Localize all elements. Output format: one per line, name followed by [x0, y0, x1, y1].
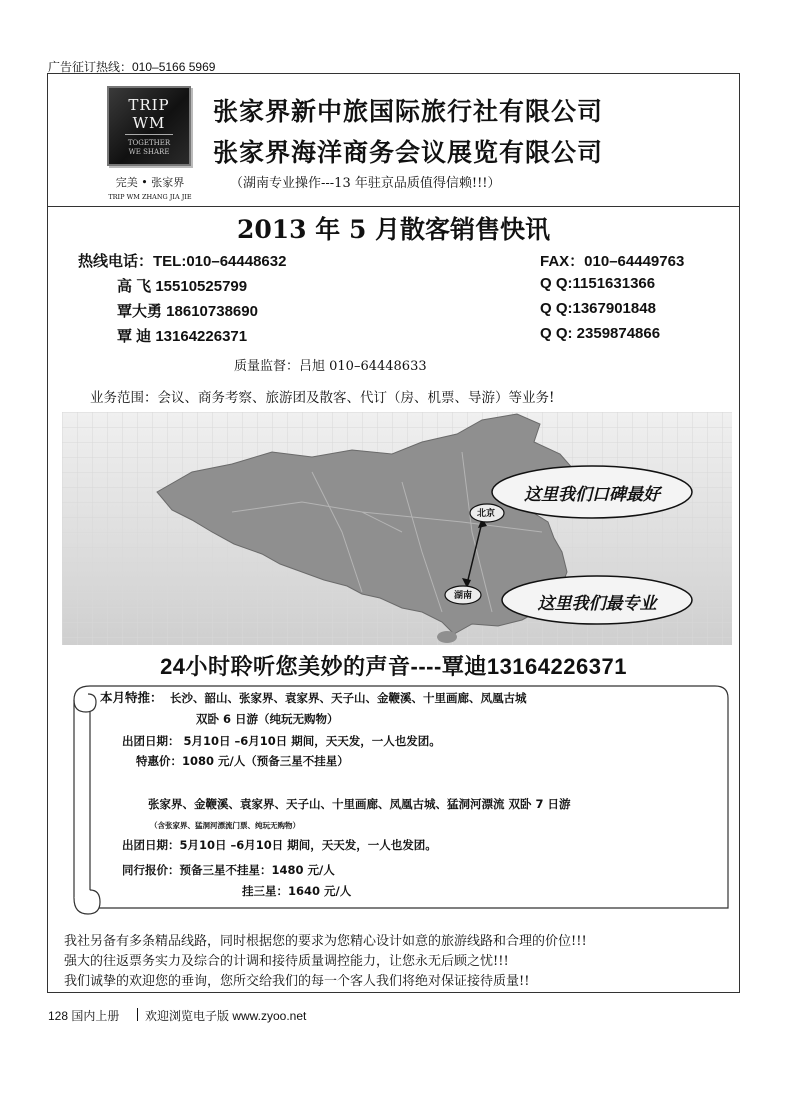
company-name-2: 张家界海洋商务会议展览有限公司: [213, 138, 604, 167]
offer-route-1: 长沙、韶山、张家界、袁家界、天子山、金鞭溪、十里画廊、凤凰古城: [170, 691, 527, 705]
logo-tagline-2: WE SHARE: [128, 148, 170, 156]
contact-person-2: 覃大勇 18610738690: [117, 303, 258, 320]
offer-route-1-sub: 双卧 6 日游（纯玩无购物）: [196, 712, 339, 726]
callout-top-text: 这里我们口碑最好: [524, 485, 660, 505]
fax-number: FAX：010–64449763: [540, 253, 685, 270]
logo-rule: [125, 134, 173, 135]
city-hunan-label: 湖南: [453, 591, 472, 601]
offer-date-1: 出团日期： 5月10日 –6月10日 期间，天天发，一人也发团。: [122, 734, 441, 748]
service-voice-banner: 24小时聆听您美妙的声音----覃迪13164226371: [160, 654, 627, 679]
quality-supervisor: 质量监督：吕旭 010–64448633: [234, 359, 427, 374]
offer-price-2: 同行报价：预备三星不挂星：1480 元/人: [122, 863, 335, 877]
note-line-3: 我们诚挚的欢迎您的垂询，您所交给我们的每一个客人我们将绝对保证接待质量!!: [64, 974, 530, 989]
ad-hotline: 广告征订热线：010–5166 5969: [48, 60, 216, 74]
offer-title: 本月特推：: [100, 690, 163, 705]
business-scope: 业务范围：会议、商务考察、旅游团及散客、代订（房、机票、导游）等业务!: [90, 390, 555, 406]
note-line-1: 我社另备有多条精品线路，同时根据您的要求为您精心设计如意的旅游线路和合理的价位!!!: [64, 934, 587, 949]
offer-price-1: 特惠价：1080 元/人（预备三星不挂星）: [136, 754, 349, 768]
footer-page-number: 128 国内上册: [48, 1009, 120, 1023]
contact-person-1: 高 飞 15510525799: [117, 278, 248, 295]
logo-text-trip: TRIP: [128, 96, 170, 114]
company-name-1: 张家界新中旅国际旅行社有限公司: [213, 97, 604, 126]
offer-date-2: 出团日期：5月10日 –6月10日 期间，天天发，一人也发团。: [122, 838, 437, 852]
footer-separator: [137, 1008, 138, 1021]
hotline-tel: 热线电话：TEL:010–64448632: [78, 253, 287, 270]
footer-website: 欢迎浏览电子版 www.zyoo.net: [145, 1009, 307, 1023]
offer-price-2b: 挂三星：1640 元/人: [242, 884, 352, 898]
offer-route-2: 张家界、金鞭溪、袁家界、天子山、十里画廊、凤凰古城、猛洞河漂流 双卧 7 日游: [148, 797, 571, 811]
contact-qq-1: Q Q:1151631366: [540, 275, 656, 292]
callout-bottom-text: 这里我们最专业: [537, 594, 657, 614]
contact-qq-3: Q Q: 2359874866: [540, 325, 661, 342]
logo-caption-cn: 完美 • 张家界: [115, 176, 185, 189]
company-slogan: （湖南专业操作---13 年驻京品质值得信赖!!!）: [230, 176, 501, 191]
header-divider: [47, 206, 740, 207]
offer-route-2-note: （含张家界、猛洞河漂流门票、纯玩无购物）: [150, 821, 300, 830]
contact-qq-2: Q Q:1367901848: [540, 300, 656, 317]
logo-tagline-1: TOGETHER: [127, 139, 171, 147]
note-line-2: 强大的往返票务实力及综合的计调和接待质量调控能力，让您永无后顾之忧!!!: [64, 954, 509, 969]
city-beijing-label: 北京: [476, 509, 495, 519]
contact-person-3: 覃 迪 13164226371: [117, 328, 248, 345]
logo-caption-en: TRIP WM ZHANG JIA JIE: [108, 193, 192, 201]
page-title: 2013 年 5 月散客销售快讯: [236, 215, 551, 244]
logo-text-wm: WM: [132, 114, 166, 132]
